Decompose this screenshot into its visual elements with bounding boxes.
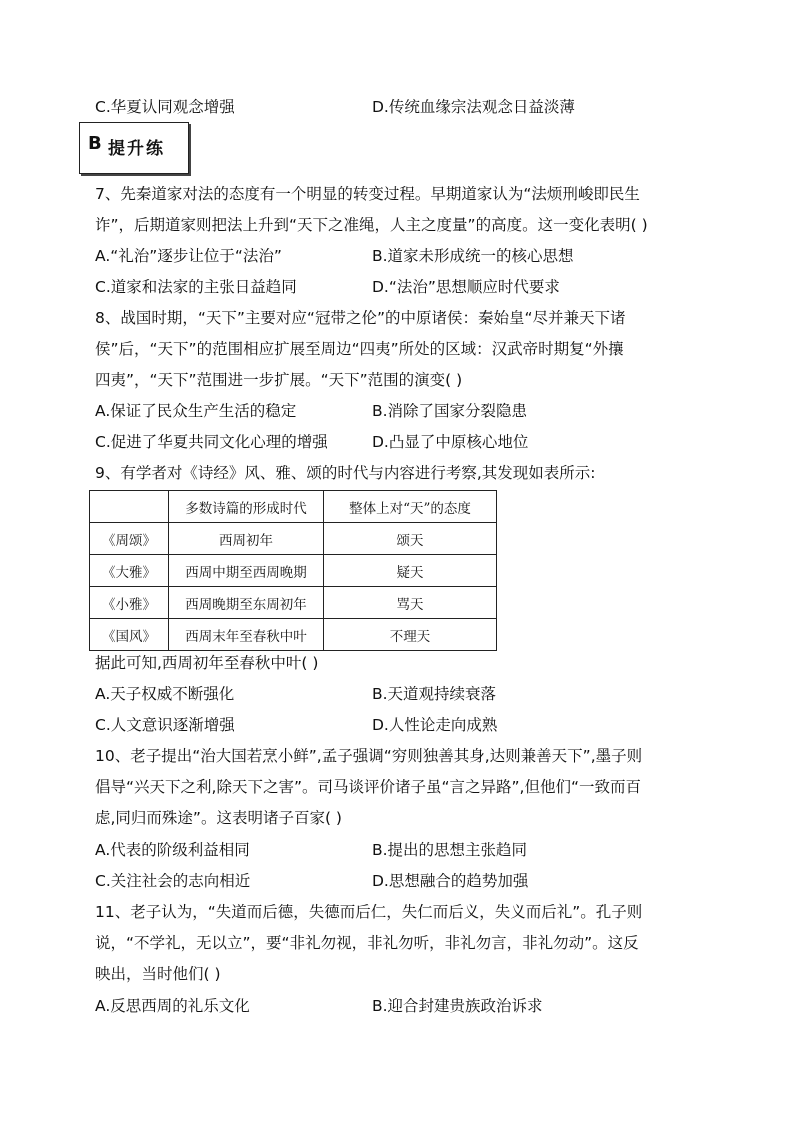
table-header-cell: 多数诗篇的形成时代 xyxy=(169,491,324,523)
q8-line-3: 四夷”，“天下”范围进一步扩展。“天下”范围的演变( ) xyxy=(95,371,463,389)
q7-line-2: 诈”，后期道家则把法上升到“天下之准绳，人主之度量”的高度。这一变化表明( ) xyxy=(95,216,648,234)
table-header-cell: 整体上对“天”的态度 xyxy=(324,491,497,523)
section-header-box xyxy=(79,122,189,174)
q9-option-d: D.人性论走向成熟 xyxy=(372,716,498,734)
table-row xyxy=(90,587,497,619)
q9-option-a: A.天子权威不断强化 xyxy=(95,685,235,703)
q9-intro: 9、有学者对《诗经》风、雅、颂的时代与内容进行考察,其发现如表所示: xyxy=(95,464,596,482)
q7-option-c: C.道家和法家的主张日益趋同 xyxy=(95,278,297,296)
q11-line-1: 11、老子认为，“失道而后德，失德而后仁，失仁而后义，失义而后礼”。孔子则 xyxy=(95,903,643,921)
prev-option-c: C.华夏认同观念增强 xyxy=(95,98,235,116)
table-cell: 《周颂》 xyxy=(90,523,169,555)
q10-option-b: B.提出的思想主张趋同 xyxy=(372,841,528,859)
q9-option-c: C.人文意识逐渐增强 xyxy=(95,716,235,734)
table-header-row xyxy=(90,491,497,523)
q10-line-3: 虑,同归而殊途”。这表明诸子百家( ) xyxy=(95,809,342,827)
q11-option-b: B.迎合封建贵族政治诉求 xyxy=(372,997,543,1015)
table-row xyxy=(90,555,497,587)
q10-line-2: 倡导“兴天下之利,除天下之害”。司马谈评价诸子虽“言之异路”,但他们“一致而百 xyxy=(95,778,642,796)
q8-option-a: A.保证了民众生产生活的稳定 xyxy=(95,402,297,420)
table-cell: 西周初年 xyxy=(169,523,324,555)
q10-option-d: D.思想融合的趋势加强 xyxy=(372,872,529,890)
q8-option-c: C.促进了华夏共同文化心理的增强 xyxy=(95,433,328,451)
table-cell: 疑天 xyxy=(324,555,497,587)
table-cell: 《小雅》 xyxy=(90,587,169,619)
q11-option-a: A.反思西周的礼乐文化 xyxy=(95,997,250,1015)
table-cell: 西周末年至春秋中叶 xyxy=(169,619,324,651)
table-row xyxy=(90,619,497,651)
table-cell: 颂天 xyxy=(324,523,497,555)
poetry-table xyxy=(89,490,497,651)
table-cell: 西周晚期至东周初年 xyxy=(169,587,324,619)
q7-option-b: B.道家未形成统一的核心思想 xyxy=(372,247,574,265)
q9-option-b: B.天道观持续衰落 xyxy=(372,685,497,703)
table-cell: 《国风》 xyxy=(90,619,169,651)
q11-line-2: 说，“不学礼，无以立”，要“非礼勿视，非礼勿听，非礼勿言，非礼勿动”。这反 xyxy=(95,934,639,952)
section-title: 提升练 xyxy=(108,139,165,159)
table-cell: 骂天 xyxy=(324,587,497,619)
q8-line-2: 侯”后，“天下”的范围相应扩展至周边“四夷”所处的区域：汉武帝时期复“外攘 xyxy=(95,340,624,358)
q8-option-b: B.消除了国家分裂隐患 xyxy=(372,402,528,420)
q11-line-3: 映出，当时他们( ) xyxy=(95,965,221,983)
prev-option-d: D.传统血缘宗法观念日益淡薄 xyxy=(372,98,575,116)
q10-option-a: A.代表的阶级利益相同 xyxy=(95,841,250,859)
q7-option-a: A.“礼治”逐步让位于“法治” xyxy=(95,247,282,265)
q9-stem: 据此可知,西周初年至春秋中叶( ) xyxy=(95,654,319,672)
table-header-cell xyxy=(90,491,169,523)
table-row xyxy=(90,523,497,555)
q8-line-1: 8、战国时期，“天下”主要对应“冠带之伦”的中原诸侯：秦始皇“尽并兼天下诸 xyxy=(95,309,626,327)
q10-option-c: C.关注社会的志向相近 xyxy=(95,872,251,890)
table-cell: 不理天 xyxy=(324,619,497,651)
q7-option-d: D.“法治”思想顺应时代要求 xyxy=(372,278,560,296)
q10-line-1: 10、老子提出“治大国若烹小鲜”,孟子强调“穷则独善其身,达则兼善天下”,墨子则 xyxy=(95,747,643,765)
table-cell: 西周中期至西周晚期 xyxy=(169,555,324,587)
q7-line-1: 7、先秦道家对法的态度有一个明显的转变过程。早期道家认为“法烦刑峻即民生 xyxy=(95,185,640,203)
q8-option-d: D.凸显了中原核心地位 xyxy=(372,433,529,451)
section-letter: B xyxy=(88,133,102,154)
table-cell: 《大雅》 xyxy=(90,555,169,587)
